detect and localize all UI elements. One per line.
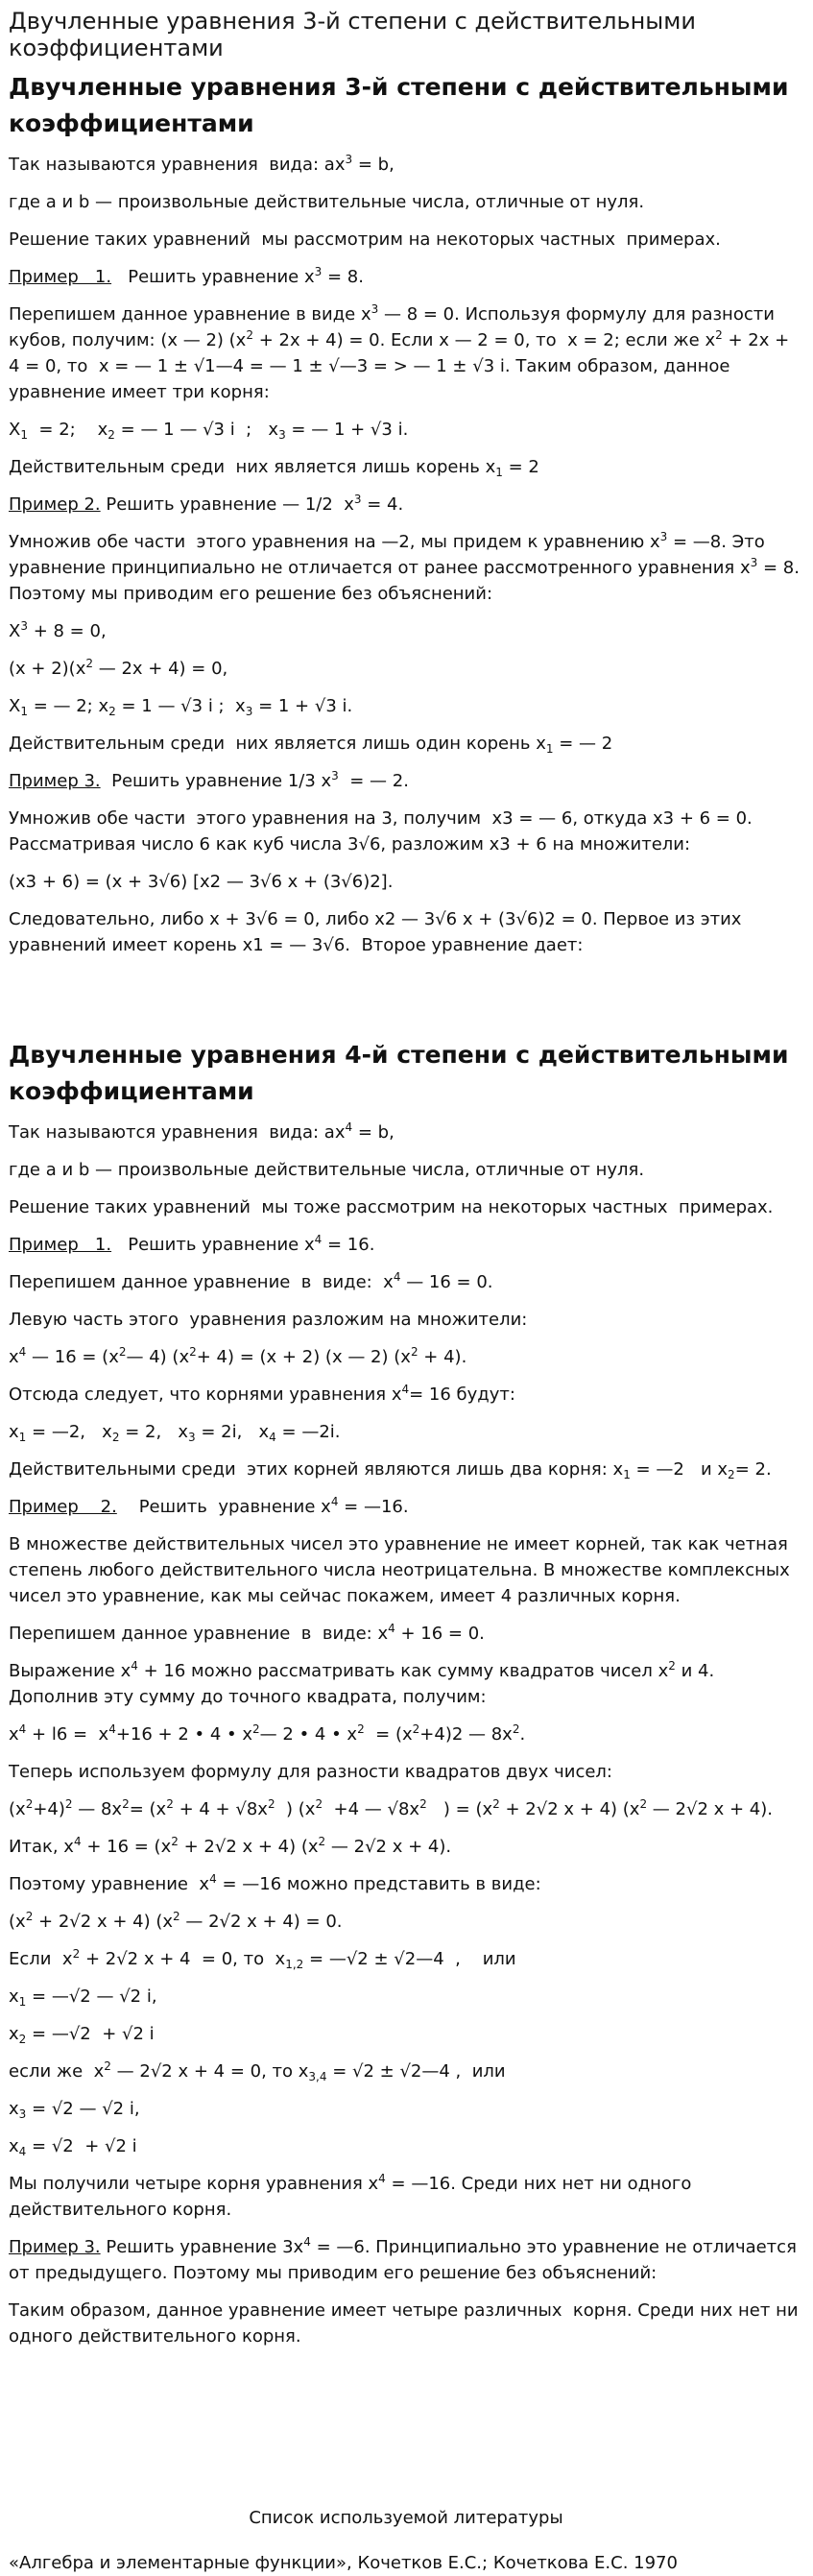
superscript: 2: [492, 1797, 500, 1811]
text-run: Таким образом, данное уравнение имеет четыре различных корня. Среди них нет ни одного действительного корня.: [9, 2300, 804, 2347]
text-run: Решить уравнение x: [111, 1235, 315, 1255]
text-run: = —16 можно представить в виде:: [216, 1874, 541, 1894]
text-run: Следовательно, либо x + 3√6 = 0, либо x2 — 3√6 x + (3√6)2 = 0. Первое из этих уравнений имеет корень x1 = — 3√6. Второе уравнение дает:: [9, 909, 748, 955]
text-run: = —2i.: [275, 1422, 341, 1442]
paragraph: [9, 152, 803, 178]
subscript: 3: [245, 705, 253, 718]
text-run: Перепишем данное уравнение в виде: x: [9, 1272, 394, 1292]
text-run: = 1 + √3 i.: [252, 696, 353, 716]
text-run: = 4.: [361, 494, 404, 515]
superscript: 2: [715, 328, 723, 342]
subscript: 1: [623, 1468, 631, 1481]
references: [9, 2505, 803, 2576]
text-run: + 2√2 x + 4) (x: [33, 1912, 173, 1932]
reference-item: «Алгебра и элементарные функции», Кочетков Е.С.; Кочеткова Е.С. 1970: [9, 2553, 678, 2573]
text-run: — 2x + 4) = 0,: [93, 659, 228, 679]
paragraph: [9, 1157, 803, 1183]
subscript: 2: [111, 1431, 120, 1444]
text-run: = 8.: [322, 267, 364, 287]
text-run: + 2x + 4 = 0, то x = — 1 ± √1—4 = — 1 ± √—3 = > — 1 ± √3 i. Таким образом, данное уравнение имеет три корня:: [9, 330, 795, 402]
text-run: x: [9, 1422, 19, 1442]
paragraph: [9, 2133, 803, 2159]
example-label: Пример 3.: [9, 771, 101, 791]
paragraph: [9, 301, 803, 405]
text-run: = (x: [129, 1799, 167, 1819]
superscript: 2: [104, 2059, 111, 2073]
paragraph: [9, 1834, 803, 1860]
paragraph: [9, 1531, 803, 1609]
text-run: = 8. Поэтому мы приводим его решение без объяснений:: [9, 558, 805, 604]
text-run: Решение таких уравнений мы рассмотрим на некоторых частных примерах.: [9, 229, 721, 250]
text-run: X: [9, 696, 21, 716]
subscript: 1: [18, 1431, 27, 1444]
text-run: — 4) (x: [126, 1347, 190, 1367]
text-run: Умножив обе части этого уравнения на —2, мы придем к уравнению x: [9, 532, 660, 552]
text-run: +4): [33, 1799, 65, 1819]
subscript: 4: [269, 1431, 276, 1444]
superscript: 2: [252, 1722, 260, 1736]
text-run: + 2√2 x + 4) (x: [178, 1837, 319, 1857]
text-run: = 2i, x: [195, 1422, 270, 1442]
text-run: x: [9, 1724, 19, 1745]
text-run: Действительным среди них является лишь корень x: [9, 457, 496, 477]
text-run: — 16 = 0.: [400, 1272, 493, 1292]
text-run: Решить уравнение 1/3 x: [100, 771, 332, 791]
paragraph: [9, 1119, 803, 1145]
text-run: + 4).: [418, 1347, 467, 1367]
example-label: Пример 2.: [9, 494, 101, 515]
superscript: 2: [85, 657, 93, 670]
text-run: Так называются уравнения вида: ax: [9, 155, 346, 175]
text-run: = √2 + √2 i: [26, 2136, 137, 2156]
superscript: 2: [25, 1910, 34, 1923]
text-run: Решение таких уравнений мы тоже рассмотрим на некоторых частных примерах.: [9, 1197, 774, 1217]
text-run: x: [9, 1347, 19, 1367]
text-run: Теперь используем формулу для разности квадратов двух чисел:: [9, 1762, 612, 1782]
text-run: где a и b — произвольные действительные числа, отличные от нуля.: [9, 192, 645, 212]
paragraph: [9, 1194, 803, 1220]
subscript: 2: [108, 428, 115, 442]
superscript: 2: [173, 1910, 180, 1923]
superscript: 2: [246, 328, 253, 342]
paragraph: [9, 1871, 803, 1897]
text-run: Перепишем данное уравнение в виде: x: [9, 1624, 389, 1644]
paragraph: [9, 492, 803, 518]
superscript: 4: [303, 2235, 311, 2249]
text-run: x: [9, 2136, 19, 2156]
text-run: и 4. Дополнив эту сумму до точного квадрата, получим:: [9, 1661, 720, 1707]
text-run: Перепишем данное уравнение в виде x: [9, 304, 371, 325]
superscript: 3: [659, 530, 668, 543]
text-run: Поэтому уравнение x: [9, 1874, 210, 1894]
superscript: 2: [419, 1797, 427, 1811]
paragraph: [9, 2021, 803, 2047]
superscript: 3: [20, 619, 28, 633]
paragraph: [9, 906, 803, 958]
text-run: = 2: [502, 457, 539, 477]
superscript: 4: [73, 1835, 82, 1848]
text-run: Решить уравнение — 1/2 x: [100, 494, 354, 515]
text-run: = —2 и x: [630, 1459, 729, 1480]
text-run: x: [9, 2099, 19, 2119]
text-run: X: [9, 621, 21, 641]
text-run: + l6 = x: [26, 1724, 109, 1745]
superscript: 4: [330, 1495, 339, 1508]
superscript: 4: [108, 1722, 116, 1736]
superscript: 2: [64, 1797, 73, 1811]
paragraph: [9, 1621, 803, 1647]
text-run: (x3 + 6) = (x + 3√6) [x2 — 3√6 x + (3√6)2].: [9, 872, 394, 892]
paragraph: [9, 1909, 803, 1935]
paragraph: [9, 2171, 803, 2223]
example-label: Пример 3.: [9, 2237, 101, 2257]
paragraph: [9, 1232, 803, 1258]
superscript: 2: [357, 1722, 365, 1736]
paragraph: [9, 1796, 803, 1822]
superscript: 4: [18, 1722, 27, 1736]
subscript: 1,2: [285, 1958, 304, 1971]
superscript: 2: [72, 1947, 81, 1961]
subscript: 2: [728, 1468, 735, 1481]
paragraph: [9, 417, 803, 443]
section-body: [9, 152, 803, 958]
paragraph: [9, 227, 803, 253]
subscript: 2: [108, 705, 116, 718]
paragraph: [9, 1419, 803, 1445]
references-list: [9, 2550, 803, 2576]
text-run: Действительным среди них является лишь один корень x: [9, 734, 546, 754]
text-run: = —√2 ± √2—4 , или: [303, 1949, 516, 1969]
text-run: Если x: [9, 1949, 73, 1969]
subscript: 1: [545, 742, 554, 756]
text-run: = — 2.: [338, 771, 409, 791]
text-run: + 4) = (x + 2) (x — 2) (x: [196, 1347, 411, 1367]
superscript: 2: [412, 1722, 420, 1736]
text-run: В множестве действительных чисел это уравнение не имеет корней, так как четная степень любого действительного числа неотрицательна. В множестве комплексных чисел это уравнение, как мы сейчас покажем, имеет 4 различных корня.: [9, 1534, 796, 1606]
paragraph: [9, 731, 803, 757]
text-run: (x: [9, 1912, 26, 1932]
text-run: где a и b — произвольные действительные числа, отличные от нуля.: [9, 1160, 645, 1180]
text-run: Решить уравнение x: [111, 267, 315, 287]
superscript: 2: [318, 1835, 326, 1848]
superscript: 3: [750, 556, 758, 569]
superscript: 3: [345, 153, 353, 166]
example-label: Пример 1.: [9, 267, 112, 287]
text-run: Решить уравнение x: [116, 1497, 331, 1517]
superscript: 3: [314, 265, 323, 278]
paragraph: [9, 1307, 803, 1333]
text-run: = √2 — √2 i,: [26, 2099, 140, 2119]
superscript: 4: [401, 1383, 410, 1396]
superscript: 4: [393, 1270, 401, 1284]
section-heading: Двучленные уравнения 3-й степени с действительными коэффициентами: [9, 73, 789, 137]
paragraph: [9, 768, 803, 794]
text-run: — 8x: [72, 1799, 123, 1819]
paragraph: [9, 1658, 803, 1710]
subscript: 3: [278, 428, 286, 442]
text-run: = 2; x: [27, 420, 108, 440]
paragraph: [9, 1721, 803, 1747]
text-run: Мы получили четыре корня уравнения x: [9, 2174, 379, 2194]
superscript: 2: [25, 1797, 34, 1811]
section-body: [9, 1119, 803, 2349]
text-run: Левую часть этого уравнения разложим на множители:: [9, 1310, 528, 1330]
references-title: Список используемой литературы: [249, 2508, 563, 2528]
subscript: 3,4: [308, 2070, 327, 2083]
text-run: x: [9, 2024, 19, 2044]
text-run: (x + 2)(x: [9, 659, 86, 679]
text-run: Так называются уравнения вида: ax: [9, 1122, 346, 1143]
subscript: 3: [188, 1431, 196, 1444]
superscript: 2: [166, 1797, 174, 1811]
text-run: = — 1 + √3 i.: [285, 420, 409, 440]
text-run: = —8. Это уравнение принципиально не отличается от ранее рассмотренного уравнения x: [9, 532, 771, 578]
paragraph: [9, 2234, 803, 2286]
subscript: 1: [20, 705, 28, 718]
paragraph: [9, 189, 803, 215]
text-run: Выражение x: [9, 1661, 132, 1681]
text-run: + 16 можно рассматривать как сумму квадратов чисел x: [137, 1661, 669, 1681]
subscript: 1: [20, 428, 28, 442]
text-run: = — 2; x: [27, 696, 109, 716]
text-run: — 2 • 4 • x: [259, 1724, 358, 1745]
section-cubic: [9, 69, 803, 958]
text-run: — 2√2 x + 4 = 0, то x: [110, 2061, 309, 2082]
text-run: = —16. Среди них нет ни одного действительного корня.: [9, 2174, 698, 2220]
paragraph: [9, 1269, 803, 1295]
paragraph: [9, 693, 803, 719]
paragraph: [9, 2096, 803, 2122]
superscript: 3: [371, 302, 379, 316]
paragraph: [9, 1759, 803, 1785]
superscript: 4: [345, 1120, 353, 1134]
text-run: — 2√2 x + 4).: [647, 1799, 773, 1819]
paragraph: [9, 264, 803, 290]
text-run: = —6. Принципиально это уравнение не отличается от предыдущего. Поэтому мы приводим его решение без объяснений:: [9, 2237, 802, 2283]
text-run: ) = (x: [426, 1799, 493, 1819]
paragraph: [9, 2298, 803, 2349]
text-run: + 2√2 x + 4 = 0, то x: [80, 1949, 286, 1969]
page-title: Двучленные уравнения 3-й степени с действительными коэффициентами: [9, 8, 696, 61]
superscript: 2: [189, 1345, 197, 1359]
text-run: + 8 = 0,: [27, 621, 107, 641]
text-run: Умножив обе части этого уравнения на 3, получим x3 = — 6, откуда x3 + 6 = 0. Рассматривая число 6 как куб числа 3√6, разложим x3 + 6 на множители:: [9, 808, 758, 855]
text-run: x: [9, 1986, 19, 2007]
superscript: 4: [131, 1659, 138, 1673]
example-label: Пример 2.: [9, 1497, 117, 1517]
paragraph: [9, 869, 803, 895]
text-run: X: [9, 420, 21, 440]
text-run: = 2.: [734, 1459, 772, 1480]
superscript: 2: [512, 1722, 520, 1736]
text-run: = 16.: [322, 1235, 375, 1255]
text-run: + 16 = 0.: [395, 1624, 485, 1644]
superscript: 2: [171, 1835, 179, 1848]
superscript: 4: [314, 1233, 323, 1246]
subscript: 2: [18, 2033, 27, 2046]
text-run: = b,: [352, 1122, 395, 1143]
superscript: 2: [315, 1797, 323, 1811]
superscript: 4: [388, 1622, 395, 1635]
text-run: + 16 = (x: [81, 1837, 172, 1857]
text-run: Действительными среди этих корней являются лишь два корня: x: [9, 1459, 624, 1480]
text-run: = —√2 — √2 i,: [26, 1986, 157, 2007]
paragraph: [9, 2058, 803, 2084]
text-run: +4 — √8x: [323, 1799, 420, 1819]
superscript: 4: [18, 1345, 27, 1359]
text-run: = b,: [352, 155, 395, 175]
superscript: 4: [378, 2172, 386, 2185]
superscript: 2: [118, 1345, 127, 1359]
paragraph: [9, 618, 803, 644]
subscript: 1: [18, 1995, 27, 2009]
text-run: +4)2 — 8x: [419, 1724, 513, 1745]
paragraph: [9, 529, 803, 607]
section-quartic: [9, 1037, 803, 2349]
paragraph: [9, 806, 803, 857]
text-run: = √2 ± √2—4 , или: [326, 2061, 506, 2082]
paragraph: [9, 1457, 803, 1482]
paragraph: [9, 1984, 803, 2010]
superscript: 3: [353, 493, 362, 506]
superscript: 3: [331, 769, 339, 782]
text-run: + 2√2 x + 4) (x: [499, 1799, 640, 1819]
paragraph: [9, 1946, 803, 1972]
text-run: — 8 = 0. Используя формулу для разности кубов, получим: (x — 2) (x: [9, 304, 780, 350]
text-run: + 4 + √8x: [173, 1799, 268, 1819]
paragraph: [9, 656, 803, 682]
text-run: — 2√2 x + 4) = 0.: [179, 1912, 343, 1932]
text-run: + 2x + 4) = 0. Если x — 2 = 0, то x = 2; если же x: [252, 330, 716, 350]
text-run: = —√2 + √2 i: [26, 2024, 155, 2044]
text-run: Решить уравнение 3x: [100, 2237, 304, 2257]
text-run: Отсюда следует, что корнями уравнения x: [9, 1384, 402, 1405]
superscript: 2: [410, 1345, 418, 1359]
text-run: = —16.: [338, 1497, 409, 1517]
text-run: = 1 — √3 i ; x: [115, 696, 246, 716]
text-run: = (x: [364, 1724, 413, 1745]
subscript: 1: [495, 466, 503, 479]
superscript: 2: [668, 1659, 676, 1673]
subscript: 3: [18, 2107, 27, 2121]
text-run: +16 + 2 • 4 • x: [115, 1724, 253, 1745]
section-heading: Двучленные уравнения 4-й степени с действительными коэффициентами: [9, 1041, 789, 1105]
text-run: = — 2: [553, 734, 613, 754]
example-label: Пример 1.: [9, 1235, 112, 1255]
text-run: если же x: [9, 2061, 105, 2082]
text-run: = — 1 — √3 i ; x: [114, 420, 279, 440]
text-run: (x: [9, 1799, 26, 1819]
text-run: — 16 = (x: [26, 1347, 119, 1367]
paragraph: [9, 1494, 803, 1520]
superscript: 2: [639, 1797, 648, 1811]
text-run: — 2√2 x + 4).: [325, 1837, 452, 1857]
text-run: = 16 будут:: [409, 1384, 515, 1405]
text-run: ) (x: [275, 1799, 316, 1819]
text-run: = 2, x: [119, 1422, 188, 1442]
superscript: 2: [267, 1797, 275, 1811]
text-run: Итак, x: [9, 1837, 74, 1857]
paragraph: [9, 1382, 803, 1408]
paragraph: [9, 454, 803, 480]
subscript: 4: [18, 2145, 27, 2158]
text-run: = —2, x: [26, 1422, 112, 1442]
paragraph: [9, 1344, 803, 1370]
text-run: .: [519, 1724, 526, 1745]
superscript: 4: [209, 1872, 217, 1886]
superscript: 2: [122, 1797, 130, 1811]
